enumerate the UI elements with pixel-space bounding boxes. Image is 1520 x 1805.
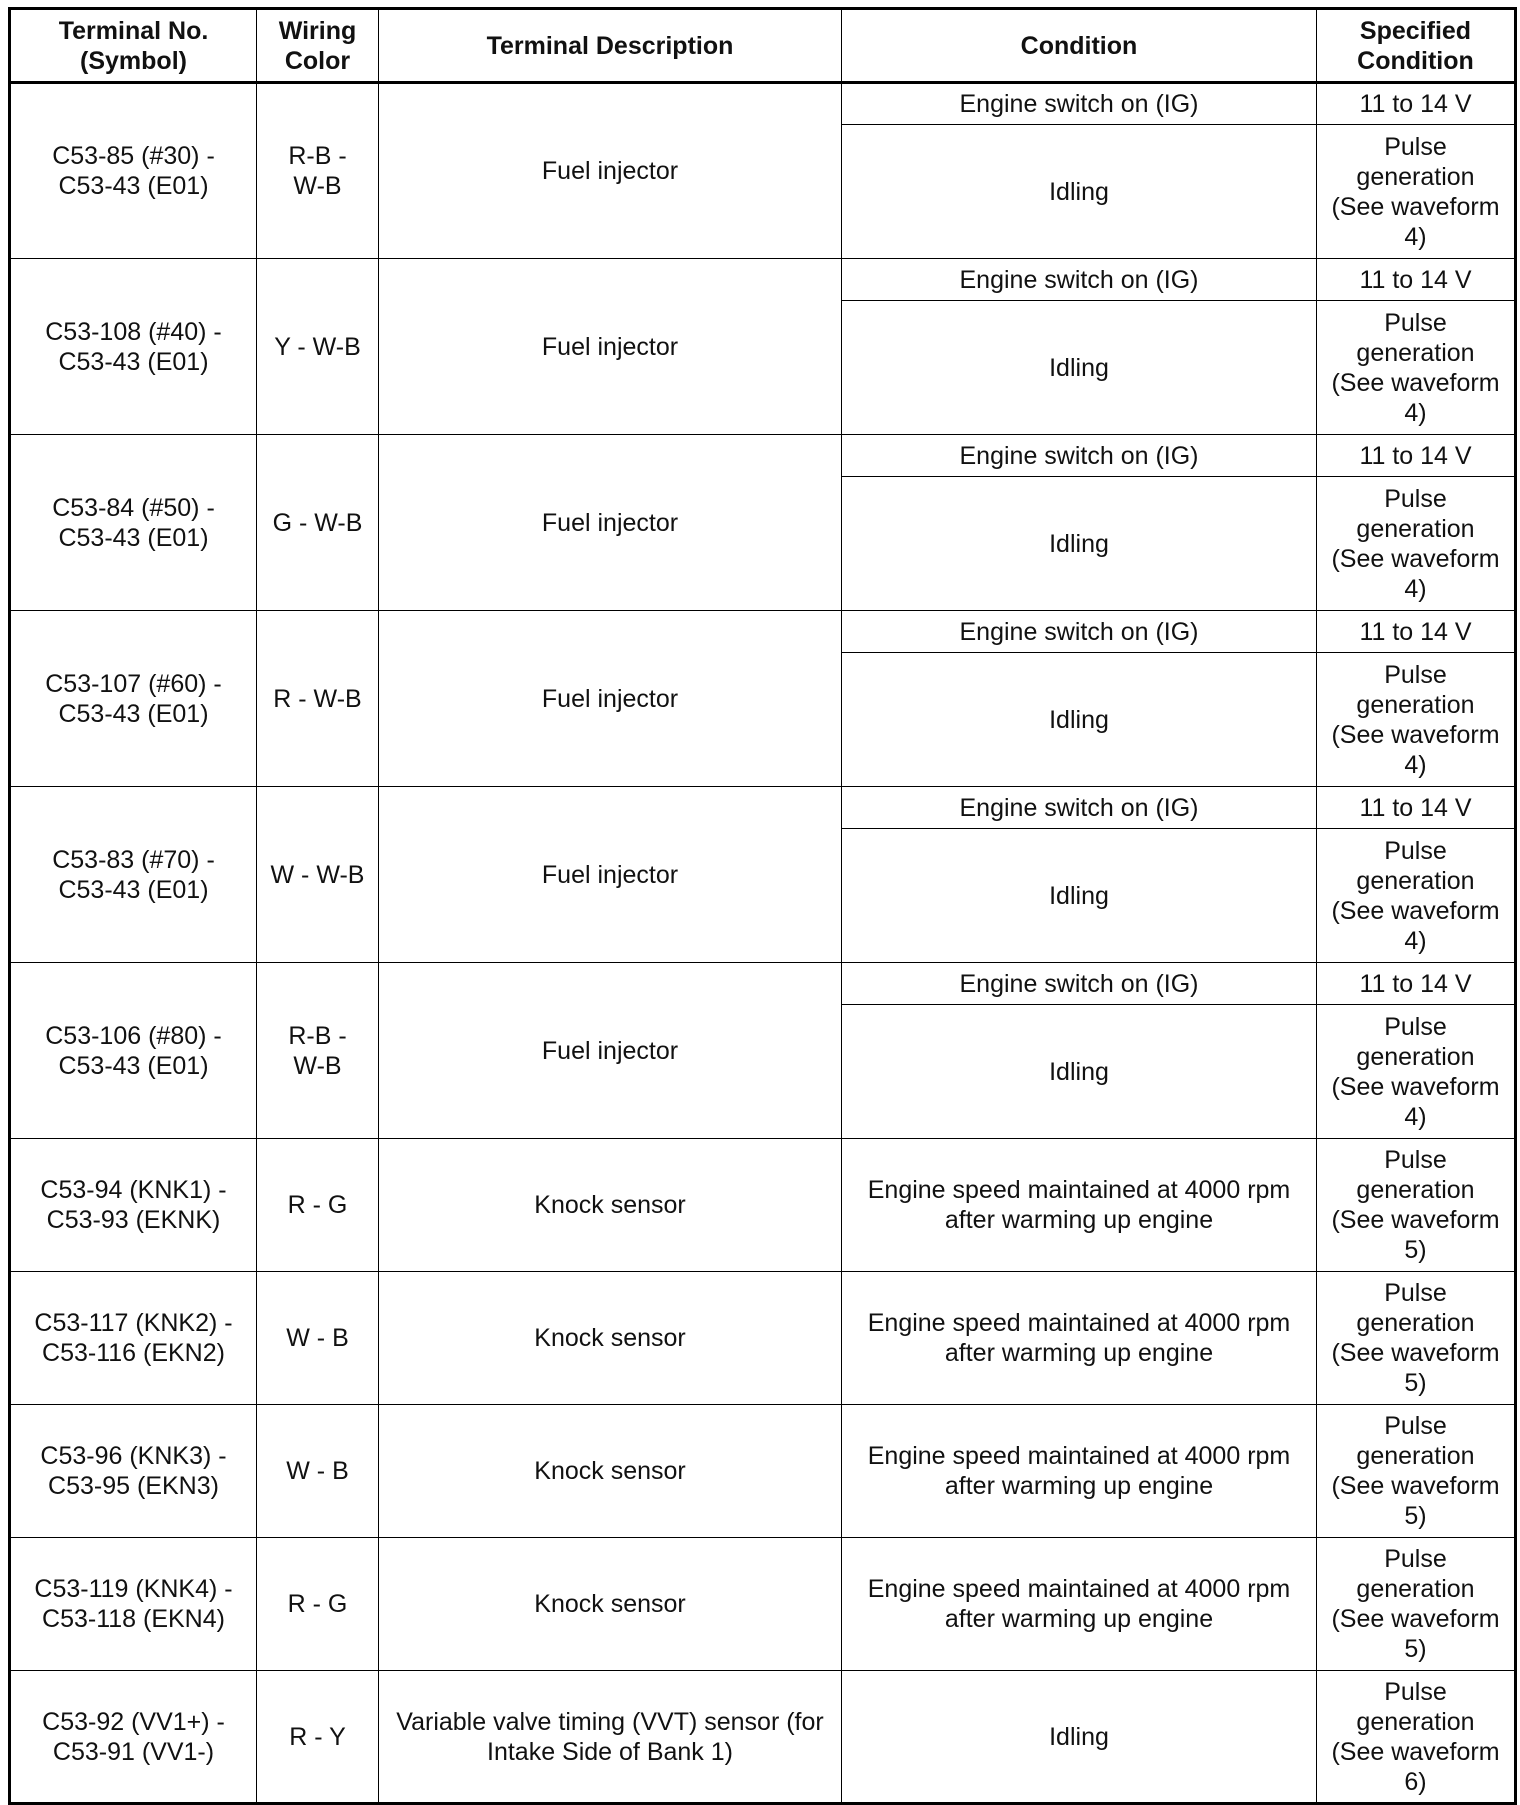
description-cell: Knock sensor: [379, 1538, 842, 1671]
condition-cell: Engine speed maintained at 4000 rpm after warming up engine: [842, 1272, 1317, 1405]
spec-cell: 11 to 14 V: [1317, 259, 1516, 301]
header-wiring: Wiring Color: [257, 9, 379, 83]
header-row: [10, 9, 1516, 83]
table-row: [10, 1538, 1516, 1671]
condition-cell: Engine switch on (IG): [842, 435, 1317, 477]
table-row: [10, 611, 1516, 653]
wiring-cell: W - W-B: [257, 787, 379, 963]
table-row: [10, 1671, 1516, 1804]
header-specified: Specified Condition: [1317, 9, 1516, 83]
condition-cell: Engine speed maintained at 4000 rpm after warming up engine: [842, 1405, 1317, 1538]
spec-cell: Pulse generation (See waveform 5): [1317, 1272, 1516, 1405]
condition-cell: Engine speed maintained at 4000 rpm after warming up engine: [842, 1538, 1317, 1671]
table-row: [10, 787, 1516, 829]
spec-cell: Pulse generation (See waveform 4): [1317, 653, 1516, 787]
description-cell: Knock sensor: [379, 1405, 842, 1538]
wiring-cell: W - B: [257, 1405, 379, 1538]
wiring-cell: R - G: [257, 1538, 379, 1671]
table-row: [10, 259, 1516, 301]
description-cell: Knock sensor: [379, 1272, 842, 1405]
description-cell: Fuel injector: [379, 435, 842, 611]
wiring-cell: R - Y: [257, 1671, 379, 1804]
terminal-cell: C53-83 (#70) - C53-43 (E01): [10, 787, 257, 963]
table-row: [10, 1139, 1516, 1272]
description-cell: Fuel injector: [379, 259, 842, 435]
spec-cell: 11 to 14 V: [1317, 611, 1516, 653]
spec-cell: 11 to 14 V: [1317, 435, 1516, 477]
spec-cell: 11 to 14 V: [1317, 83, 1516, 125]
wiring-cell: R - G: [257, 1139, 379, 1272]
spec-cell: 11 to 14 V: [1317, 963, 1516, 1005]
terminal-cell: C53-117 (KNK2) - C53-116 (EKN2): [10, 1272, 257, 1405]
table-row: [10, 83, 1516, 125]
terminal-cell: C53-85 (#30) - C53-43 (E01): [10, 83, 257, 259]
header-terminal: Terminal No. (Symbol): [10, 9, 257, 83]
condition-cell: Engine switch on (IG): [842, 787, 1317, 829]
condition-cell: Idling: [842, 301, 1317, 435]
terminal-cell: C53-94 (KNK1) - C53-93 (EKNK): [10, 1139, 257, 1272]
condition-cell: Idling: [842, 1005, 1317, 1139]
terminal-cell: C53-92 (VV1+) - C53-91 (VV1-): [10, 1671, 257, 1804]
condition-cell: Engine switch on (IG): [842, 611, 1317, 653]
condition-cell: Idling: [842, 477, 1317, 611]
terminal-cell: C53-96 (KNK3) - C53-95 (EKN3): [10, 1405, 257, 1538]
terminal-spec-table: [8, 7, 1517, 1805]
wiring-cell: R-B - W-B: [257, 83, 379, 259]
spec-cell: Pulse generation (See waveform 5): [1317, 1405, 1516, 1538]
wiring-cell: G - W-B: [257, 435, 379, 611]
spec-cell: Pulse generation (See waveform 4): [1317, 125, 1516, 259]
table-row: [10, 1272, 1516, 1405]
terminal-cell: C53-106 (#80) - C53-43 (E01): [10, 963, 257, 1139]
description-cell: Fuel injector: [379, 611, 842, 787]
condition-cell: Engine switch on (IG): [842, 963, 1317, 1005]
condition-cell: Engine speed maintained at 4000 rpm after warming up engine: [842, 1139, 1317, 1272]
condition-cell: Idling: [842, 1671, 1317, 1804]
terminal-cell: C53-119 (KNK4) - C53-118 (EKN4): [10, 1538, 257, 1671]
description-cell: Fuel injector: [379, 963, 842, 1139]
wiring-cell: R - W-B: [257, 611, 379, 787]
condition-cell: Idling: [842, 125, 1317, 259]
spec-cell: Pulse generation (See waveform 5): [1317, 1538, 1516, 1671]
header-condition: Condition: [842, 9, 1317, 83]
wiring-cell: Y - W-B: [257, 259, 379, 435]
condition-cell: Idling: [842, 829, 1317, 963]
terminal-cell: C53-84 (#50) - C53-43 (E01): [10, 435, 257, 611]
description-cell: Knock sensor: [379, 1139, 842, 1272]
terminal-cell: C53-107 (#60) - C53-43 (E01): [10, 611, 257, 787]
terminal-cell: C53-108 (#40) - C53-43 (E01): [10, 259, 257, 435]
description-cell: Fuel injector: [379, 83, 842, 259]
wiring-cell: R-B - W-B: [257, 963, 379, 1139]
header-description: Terminal Description: [379, 9, 842, 83]
condition-cell: Engine switch on (IG): [842, 83, 1317, 125]
table-row: [10, 435, 1516, 477]
table-row: [10, 963, 1516, 1005]
spec-cell: Pulse generation (See waveform 5): [1317, 1139, 1516, 1272]
wiring-cell: W - B: [257, 1272, 379, 1405]
condition-cell: Engine switch on (IG): [842, 259, 1317, 301]
spec-cell: Pulse generation (See waveform 4): [1317, 477, 1516, 611]
spec-cell: 11 to 14 V: [1317, 787, 1516, 829]
spec-cell: Pulse generation (See waveform 6): [1317, 1671, 1516, 1804]
spec-cell: Pulse generation (See waveform 4): [1317, 301, 1516, 435]
spec-cell: Pulse generation (See waveform 4): [1317, 1005, 1516, 1139]
condition-cell: Idling: [842, 653, 1317, 787]
table-row: [10, 1405, 1516, 1538]
spec-cell: Pulse generation (See waveform 4): [1317, 829, 1516, 963]
description-cell: Variable valve timing (VVT) sensor (for Intake Side of Bank 1): [379, 1671, 842, 1804]
description-cell: Fuel injector: [379, 787, 842, 963]
